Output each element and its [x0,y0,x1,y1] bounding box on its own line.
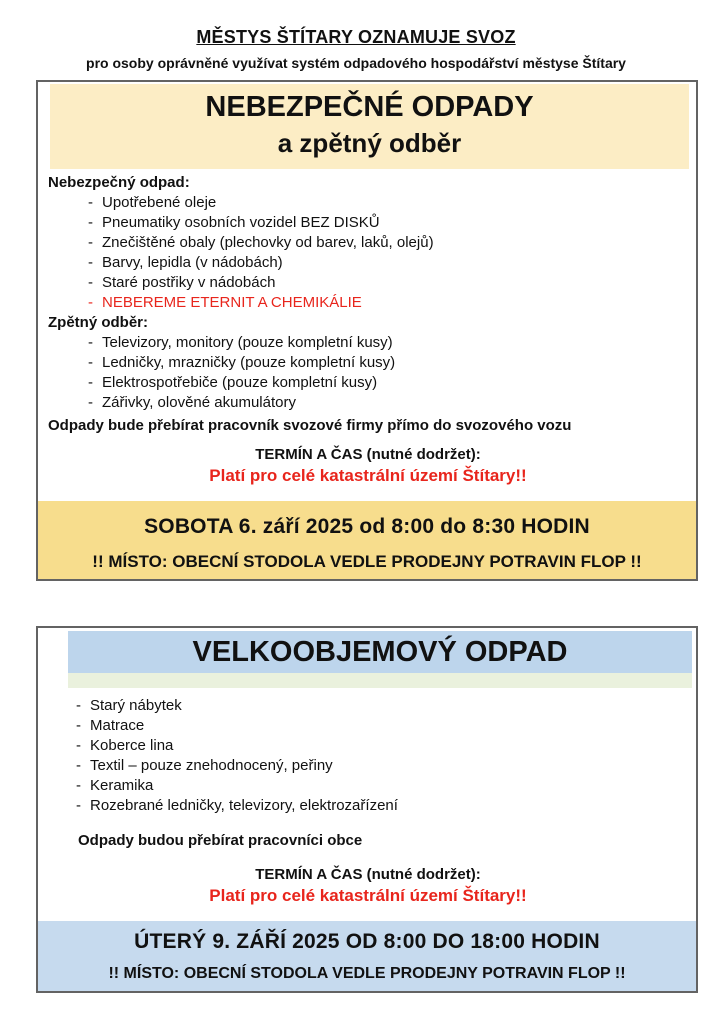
dash-bullet: - [76,757,81,774]
list-item-text: Koberce lina [90,737,174,754]
bulky-date-block [38,921,696,993]
list-item-text: Elektrospotřebiče (pouze kompletní kusy) [102,374,378,391]
dash-bullet: - [88,374,93,391]
group-heading-takeback: Zpětný odběr: [48,314,148,331]
list-item [48,373,688,393]
section-title: VELKOOBJEMOVÝ ODPAD [192,636,568,668]
page-title: MĚSTYS ŠTÍTARY OZNAMUJE SVOZ [196,27,516,47]
list-item-text: Pneumatiky osobních vozidel BEZ DISKŮ [102,214,380,231]
list-item-text: Zářivky, olověné akumulátory [102,394,296,411]
list-item [48,353,688,373]
list-item [48,253,688,273]
list-item [48,213,688,233]
dash-bullet: - [76,777,81,794]
section-title-line1: NEBEZPEČNÉ ODPADY [205,91,534,123]
dash-bullet: - [88,254,93,271]
date-line: SOBOTA 6. září 2025 od 8:00 do 8:30 HODIN [144,515,590,538]
place-line: !! MÍSTO: OBECNÍ STODOLA VEDLE PRODEJNY POTRAVIN FLOP !! [92,552,642,571]
dash-bullet: - [88,354,93,371]
list-item-text: Upotřebené oleje [102,194,217,211]
bulky-waste-title-band [68,631,692,673]
list-item-text: Znečištěné obaly (plechovky od barev, laků, olejů) [102,234,434,251]
term-area-note: Platí pro celé katastrální území Štítary!! [209,886,527,905]
bulky-waste-section [36,626,698,993]
list-item [48,233,688,253]
hazardous-date-block [38,501,696,581]
list-item-warning [48,293,688,313]
dash-bullet: - [88,234,93,251]
page-subtitle: pro osoby oprávněné využívat systém odpadového hospodářství městyse Štítary [86,55,626,71]
warning-text: NEBEREME ETERNIT A CHEMIKÁLIE [102,294,362,311]
hazardous-waste-title-band [50,84,689,169]
list-item-text: Textil – pouze znehodnocený, peřiny [90,757,333,774]
takeback-items-list [48,333,688,413]
term-heading: TERMÍN A ČAS (nutné dodržet): [255,866,481,883]
list-item [48,193,688,213]
list-item [48,716,688,736]
section-title-line2: a zpětný odběr [277,128,462,158]
list-item [48,796,688,816]
handover-note: Odpady bude přebírat pracovník svozové firmy přímo do svozového vozu [48,417,572,434]
hazardous-waste-content [38,169,696,487]
list-item-text: Rozebrané ledničky, televizory, elektrozařízení [90,797,398,814]
list-item-text: Starý nábytek [90,697,182,714]
dash-bullet: - [88,214,93,231]
term-heading: TERMÍN A ČAS (nutné dodržet): [255,446,481,463]
dash-bullet: - [88,194,93,211]
list-item [48,776,688,796]
dash-bullet: - [76,737,81,754]
dash-bullet: - [76,717,81,734]
bulky-waste-content [38,688,696,907]
list-item-text: Ledničky, mrazničky (pouze kompletní kusy) [102,354,396,371]
list-item [48,273,688,293]
list-item-text: Keramika [90,777,154,794]
list-item-text: Televizory, monitory (pouze kompletní kusy) [102,334,393,351]
date-line: ÚTERÝ 9. ZÁŘÍ 2025 OD 8:00 DO 18:00 HODIN [134,930,600,953]
list-item [48,393,688,413]
dash-bullet: - [76,697,81,714]
term-area-note: Platí pro celé katastrální území Štítary!! [209,466,527,485]
dash-bullet: - [88,294,93,311]
document-header [0,0,712,73]
handover-note: Odpady budou přebírat pracovníci obce [78,832,363,849]
dash-bullet: - [88,394,93,411]
hazardous-items-list [48,193,688,293]
bulky-items-list [48,696,688,816]
dash-bullet: - [88,274,93,291]
list-item [48,756,688,776]
list-item [48,696,688,716]
dash-bullet: - [76,797,81,814]
list-item [48,333,688,353]
list-item-text: Barvy, lepidla (v nádobách) [102,254,283,271]
list-item [48,736,688,756]
place-line: !! MÍSTO: OBECNÍ STODOLA VEDLE PRODEJNY POTRAVIN FLOP !! [108,965,626,982]
list-item-text: Matrace [90,717,145,734]
hazardous-waste-section [36,80,698,581]
group-heading-hazardous: Nebezpečný odpad: [48,174,190,191]
green-divider-strip [68,673,692,688]
dash-bullet: - [88,334,93,351]
list-item-text: Staré postřiky v nádobách [102,274,276,291]
